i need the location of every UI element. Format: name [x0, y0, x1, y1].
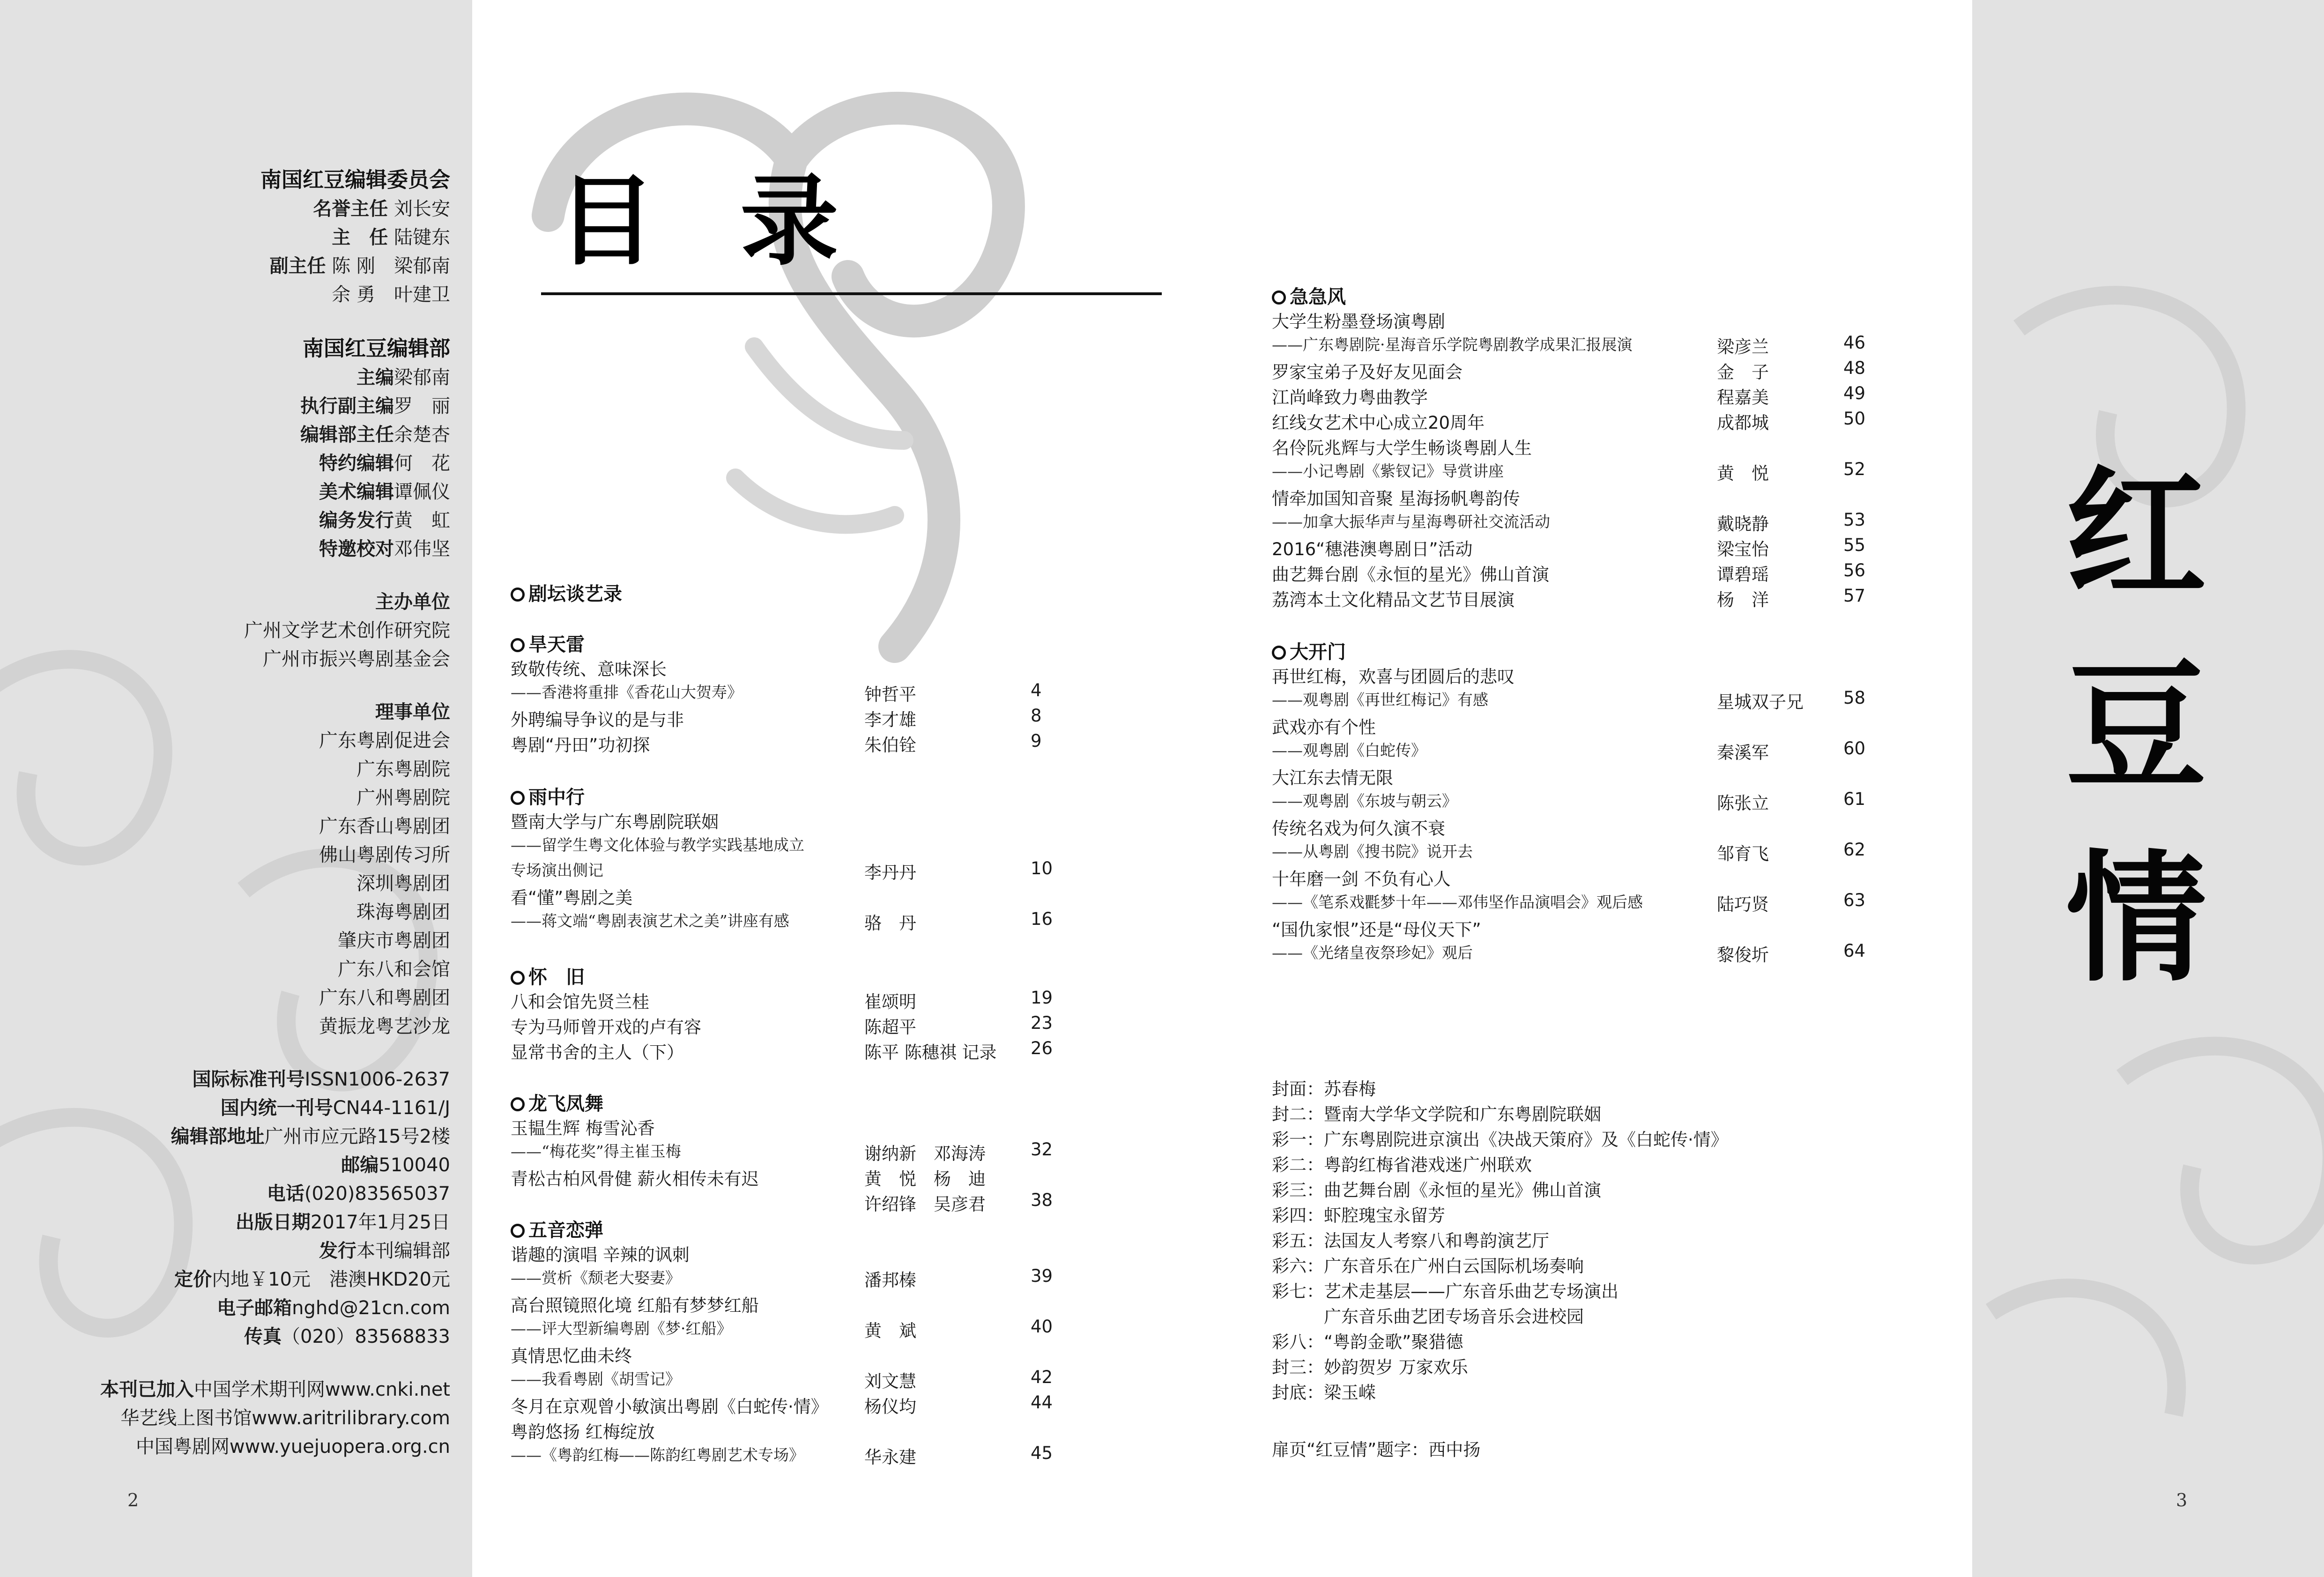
left-page-number: 2	[127, 1490, 139, 1510]
article-title: 玉韫生辉 梅雪沁香	[511, 1118, 655, 1138]
pub-info-row: 国内统一刊号CN44-1161/J	[220, 1097, 450, 1119]
article-author: 钟哲平	[864, 684, 916, 705]
article-title: 再世红梅，欢喜与团圆后的悲叹	[1272, 667, 1515, 687]
article-subtitle: ——“梅花奖”得主崔玉梅	[511, 1142, 681, 1160]
article-subtitle: ——评大型新编粤剧《梦·红船》	[511, 1319, 732, 1338]
article-page-number: 50	[1843, 409, 1866, 429]
pub-info-row: 国际标准刊号ISSN1006-2637	[192, 1069, 450, 1090]
article-author: 黄 悦	[1717, 463, 1769, 484]
article-author: 华永建	[864, 1447, 916, 1467]
article-page-number: 9	[1031, 731, 1042, 751]
section-heading: 雨中行	[511, 782, 585, 809]
article-title: 看“懂”粤剧之美	[511, 888, 633, 908]
website-row: 本刊已加入中国学术期刊网www.cnki.net	[100, 1379, 450, 1400]
section-heading: 龙飞凤舞	[511, 1089, 603, 1116]
article-author: 陈平 陈穗祺 记录	[864, 1042, 997, 1063]
council-item: 广东香山粤剧团	[319, 816, 450, 837]
section-heading: 急急风	[1272, 282, 1346, 309]
cover-credit-item: 彩八：“粤韵金歌”聚猎德	[1272, 1332, 1463, 1352]
article-title: 显常书舍的主人（下）	[511, 1042, 684, 1063]
calligraphy-character: 红	[2066, 451, 2206, 617]
pub-info-row: 出版日期2017年1月25日	[235, 1212, 450, 1233]
sponsor-item: 广州文学艺术创作研究院	[244, 620, 450, 641]
cover-credit-item: 彩四：虾腔瑰宝永留芳	[1272, 1205, 1445, 1226]
cover-credit-item: 彩三：曲艺舞台剧《永恒的星光》佛山首演	[1272, 1180, 1601, 1200]
right-page-number: 3	[2176, 1490, 2188, 1510]
article-page-number: 16	[1031, 909, 1053, 929]
council-item: 广东八和粤剧团	[319, 987, 450, 1009]
article-title: 青松古柏风骨健 薪火相传未有迟	[511, 1169, 759, 1189]
section-marker-icon	[511, 791, 525, 805]
article-title: 2016“穗港澳粤剧日”活动	[1272, 539, 1473, 559]
section-marker-icon	[511, 638, 525, 652]
article-author: 潘邦榛	[864, 1270, 916, 1290]
cover-credit-item: 彩七：艺术走基层——广东音乐曲艺专场演出	[1272, 1281, 1619, 1302]
committee-row: 副主任 陈 刚 梁郁南	[269, 255, 450, 277]
article-page-number: 55	[1843, 535, 1866, 555]
cover-credit-item: 彩一：广东粤剧院进京演出《决战天策府》及《白蛇传·情》	[1272, 1130, 1728, 1150]
article-page-number: 23	[1031, 1013, 1053, 1033]
article-subtitle: ——观粤剧《再世红梅记》有感	[1272, 691, 1488, 709]
council-item: 肇庆市粤剧团	[338, 930, 450, 952]
article-title: 大江东去情无限	[1272, 768, 1393, 788]
pub-info-row: 发行本刊编辑部	[319, 1240, 450, 1262]
council-item: 深圳粤剧团	[356, 873, 450, 894]
article-title: 冬月在京观曾小敏演出粤剧《白蛇传·情》	[511, 1397, 828, 1417]
cover-credit-item: 扉页“红豆情”题字：西中扬	[1272, 1440, 1481, 1460]
article-author: 戴晓静	[1717, 514, 1769, 534]
council-item: 珠海粤剧团	[356, 901, 450, 923]
article-page-number: 49	[1843, 383, 1866, 403]
article-page-number: 44	[1031, 1392, 1053, 1413]
article-author: 梁宝怡	[1717, 539, 1769, 559]
article-title: 情牵加国知音聚 星海扬帆粤韵传	[1272, 489, 1520, 509]
article-subtitle: ——《笔系戏氍梦十年——邓伟坚作品演唱会》观后感	[1272, 893, 1643, 911]
article-page-number: 26	[1031, 1038, 1053, 1058]
article-page-number: 45	[1031, 1443, 1053, 1463]
article-page-number: 53	[1843, 510, 1866, 530]
article-title: 荔湾本土文化精品文艺节目展演	[1272, 590, 1515, 610]
cover-credit-item: 封二：暨南大学华文学院和广东粤剧院联姻	[1272, 1104, 1601, 1124]
council-item: 广东八和会馆	[338, 959, 450, 980]
dept-row: 特邀校对邓伟坚	[319, 538, 450, 560]
council-item: 广州粤剧院	[356, 787, 450, 809]
pub-info-row: 传真（020）83568833	[244, 1326, 450, 1347]
website-row: 中国粤剧网www.yuejuopera.org.cn	[135, 1436, 450, 1458]
article-subtitle: ——蒋文端“粤剧表演艺术之美”讲座有感	[511, 912, 789, 930]
page-title: 目录	[557, 164, 923, 279]
article-author: 陈超平	[864, 1017, 916, 1037]
article-subtitle: ——香港将重排《香花山大贺寿》	[511, 683, 742, 701]
committee-row: 名誉主任 刘长安	[313, 198, 450, 220]
section-heading: 五音恋弹	[511, 1215, 603, 1242]
cover-credit-item: 彩六：广东音乐在广州白云国际机场奏响	[1272, 1256, 1584, 1276]
article-page-number: 42	[1031, 1367, 1053, 1387]
article-author: 邹育飞	[1717, 844, 1769, 864]
section-marker-icon	[511, 1224, 525, 1238]
article-page-number: 61	[1843, 789, 1866, 809]
article-page-number: 32	[1031, 1139, 1053, 1160]
section-marker-icon	[511, 971, 525, 985]
article-author: 黄 悦 杨 迪	[864, 1169, 986, 1189]
committee-row: 主 任 陆键东	[332, 227, 450, 248]
article-subtitle: ——观粤剧《东坡与朝云》	[1272, 792, 1457, 810]
council-item: 黄振龙粤艺沙龙	[319, 1016, 450, 1037]
sponsor-item: 广州市振兴粤剧基金会	[263, 648, 450, 670]
dept-row: 美术编辑谭佩仪	[319, 481, 450, 503]
pub-info-row: 电话(020)83565037	[267, 1183, 450, 1205]
article-page-number: 62	[1843, 840, 1866, 860]
calligraphy-character: 情	[2066, 835, 2206, 1001]
article-title: 高台照镜照化境 红船有梦梦红船	[511, 1295, 759, 1316]
pub-info-row: 定价内地￥10元 港澳HKD20元	[174, 1269, 450, 1290]
article-subtitle: ——小记粤剧《紫钗记》导赏讲座	[1272, 462, 1504, 480]
article-page-number: 60	[1843, 738, 1866, 759]
article-title: 名伶阮兆辉与大学生畅谈粤剧人生	[1272, 438, 1532, 458]
article-title: 罗家宝弟子及好友见面会	[1272, 362, 1463, 382]
article-title: 粤剧“丹田”功初探	[511, 735, 650, 755]
article-author: 谭碧瑶	[1717, 565, 1769, 585]
toc-middle-column	[511, 0, 1120, 1577]
article-page-number: 56	[1843, 560, 1866, 580]
council-item: 佛山粤剧传习所	[319, 844, 450, 866]
article-page-number: 8	[1031, 706, 1042, 726]
article-title: 专为马师曾开戏的卢有容	[511, 1017, 701, 1037]
section-heading: 旱天雷	[511, 630, 585, 656]
article-author: 星城双子兄	[1717, 692, 1804, 712]
section-heading: 怀 旧	[511, 962, 585, 989]
article-title: 传统名戏为何久演不衰	[1272, 818, 1445, 839]
website-row: 华艺线上图书馆www.aritrilibrary.com	[120, 1407, 450, 1429]
council-item: 广东粤剧院	[356, 759, 450, 780]
article-title: 粤韵悠扬 红梅绽放	[511, 1422, 655, 1442]
section-heading: 大开门	[1272, 637, 1346, 664]
article-author: 程嘉美	[1717, 387, 1769, 408]
article-subtitle: ——广东粤剧院·星海音乐学院粤剧教学成果汇报展演	[1272, 335, 1633, 354]
cover-credit-item: 封面：苏春梅	[1272, 1079, 1376, 1099]
section-marker-icon	[511, 1097, 525, 1111]
article-subtitle: 专场演出侧记	[511, 861, 603, 879]
article-author: 刘文慧	[864, 1371, 916, 1391]
article-author: 秦溪军	[1717, 743, 1769, 763]
article-page-number: 58	[1843, 688, 1866, 708]
article-page-number: 39	[1031, 1266, 1053, 1286]
article-title: 真情思忆曲未终	[511, 1346, 632, 1366]
article-subtitle: ——《粤韵红梅——陈韵红粤剧艺术专场》	[511, 1446, 804, 1464]
article-page-number: 40	[1031, 1317, 1053, 1337]
article-page-number: 64	[1843, 941, 1866, 961]
article-subtitle: ——赏析《颓老大娶妻》	[511, 1269, 681, 1287]
article-author: 谢纳新 邓海涛	[864, 1144, 986, 1164]
section-marker-icon	[511, 588, 525, 602]
credits-block	[29, 165, 450, 1461]
cover-credit-item: 彩五：法国友人考察八和粤韵演艺厅	[1272, 1231, 1549, 1251]
article-page-number: 10	[1031, 858, 1053, 878]
pub-info-row: 邮编510040	[341, 1154, 450, 1176]
article-title: 八和会馆先贤兰桂	[511, 992, 649, 1012]
dept-row: 特约编辑何 花	[319, 453, 450, 474]
article-title: 十年磨一剑 不负有心人	[1272, 869, 1451, 889]
article-title: 谐趣的演唱 辛辣的讽刺	[511, 1245, 690, 1265]
cover-credit-item: 彩二：粤韵红梅省港戏迷广州联欢	[1272, 1155, 1532, 1175]
article-author: 杨仪均	[864, 1397, 916, 1417]
committee-row: 余 勇 叶建卫	[332, 284, 450, 305]
article-page-number: 63	[1843, 890, 1866, 910]
article-page-number: 57	[1843, 586, 1866, 606]
sponsors-heading: 主办单位	[375, 591, 450, 613]
article-author: 梁彦兰	[1717, 337, 1769, 357]
article-author: 李才雄	[864, 710, 916, 730]
dept-row: 主编梁郁南	[356, 367, 450, 388]
section-heading: 剧坛谈艺录	[511, 579, 622, 606]
article-page-number: 46	[1843, 333, 1866, 353]
article-subtitle: ——《光绪皇夜祭珍妃》观后	[1272, 944, 1473, 962]
article-subtitle: ——我看粤剧《胡雪记》	[511, 1370, 681, 1388]
article-page-number: 19	[1031, 988, 1053, 1008]
council-heading: 理事单位	[375, 701, 450, 723]
cover-credit-item: 封三：妙韵贺岁 万家欢乐	[1272, 1357, 1468, 1377]
article-author: 黎俊圻	[1717, 945, 1769, 965]
article-title: “国仇家恨”还是“母仪天下”	[1272, 920, 1481, 940]
article-author: 黄 斌	[864, 1321, 916, 1341]
article-title: 曲艺舞台剧《永恒的星光》佛山首演	[1272, 565, 1549, 585]
article-page-number: 4	[1031, 680, 1042, 700]
editorial-committee-heading: 南国红豆编辑委员会	[260, 167, 450, 192]
article-subtitle: ——观粤剧《白蛇传》	[1272, 741, 1426, 759]
article-author: 成都城	[1717, 413, 1769, 433]
article-title: 大学生粉墨登场演粤剧	[1272, 312, 1445, 332]
article-author: 骆 丹	[864, 913, 916, 933]
article-author: 杨 洋	[1717, 590, 1769, 610]
article-title: 外聘编导争议的是与非	[511, 710, 684, 730]
article-subtitle: ——加拿大振华声与星海粤研社交流活动	[1272, 513, 1550, 531]
article-title: 致敬传统、意味深长	[511, 659, 667, 679]
pub-info-row: 编辑部地址广州市应元路15号2楼	[171, 1126, 450, 1147]
pub-info-row: 电子邮箱nghd@21cn.com	[217, 1297, 450, 1319]
calligraphy-character: 豆	[2066, 643, 2206, 809]
cover-credit-item: 封底：梁玉嵘	[1272, 1383, 1376, 1403]
article-subtitle: ——留学生粤文化体验与教学实践基地成立	[511, 836, 804, 854]
article-page-number: 38	[1031, 1190, 1053, 1210]
article-page-number: 48	[1843, 358, 1866, 378]
cover-credit-item: 广东音乐曲艺团专场音乐会进校园	[1272, 1307, 1584, 1327]
article-author: 许绍锋 吴彦君	[864, 1194, 986, 1214]
council-item: 广东粤剧促进会	[319, 730, 450, 751]
article-subtitle: ——从粤剧《搜书院》说开去	[1272, 842, 1473, 861]
dept-row: 编辑部主任余楚杏	[300, 424, 450, 446]
article-page-number: 52	[1843, 459, 1866, 479]
article-author: 陆巧贤	[1717, 894, 1769, 915]
dept-row: 编务发行黄 虹	[319, 510, 450, 531]
article-title: 暨南大学与广东粤剧院联姻	[511, 812, 719, 832]
article-author: 陈张立	[1717, 793, 1769, 813]
article-author: 崔颂明	[864, 992, 916, 1012]
article-author: 金 子	[1717, 362, 1769, 382]
article-author: 朱伯铨	[864, 735, 916, 755]
cover-credits	[1272, 0, 1881, 1577]
editorial-dept-heading: 南国红豆编辑部	[302, 336, 450, 361]
article-author: 李丹丹	[864, 863, 916, 883]
article-title: 武戏亦有个性	[1272, 717, 1376, 737]
article-title: 江尚峰致力粤曲教学	[1272, 387, 1428, 408]
dept-row: 执行副主编罗 丽	[300, 395, 450, 417]
article-title: 红线女艺术中心成立20周年	[1272, 413, 1485, 433]
